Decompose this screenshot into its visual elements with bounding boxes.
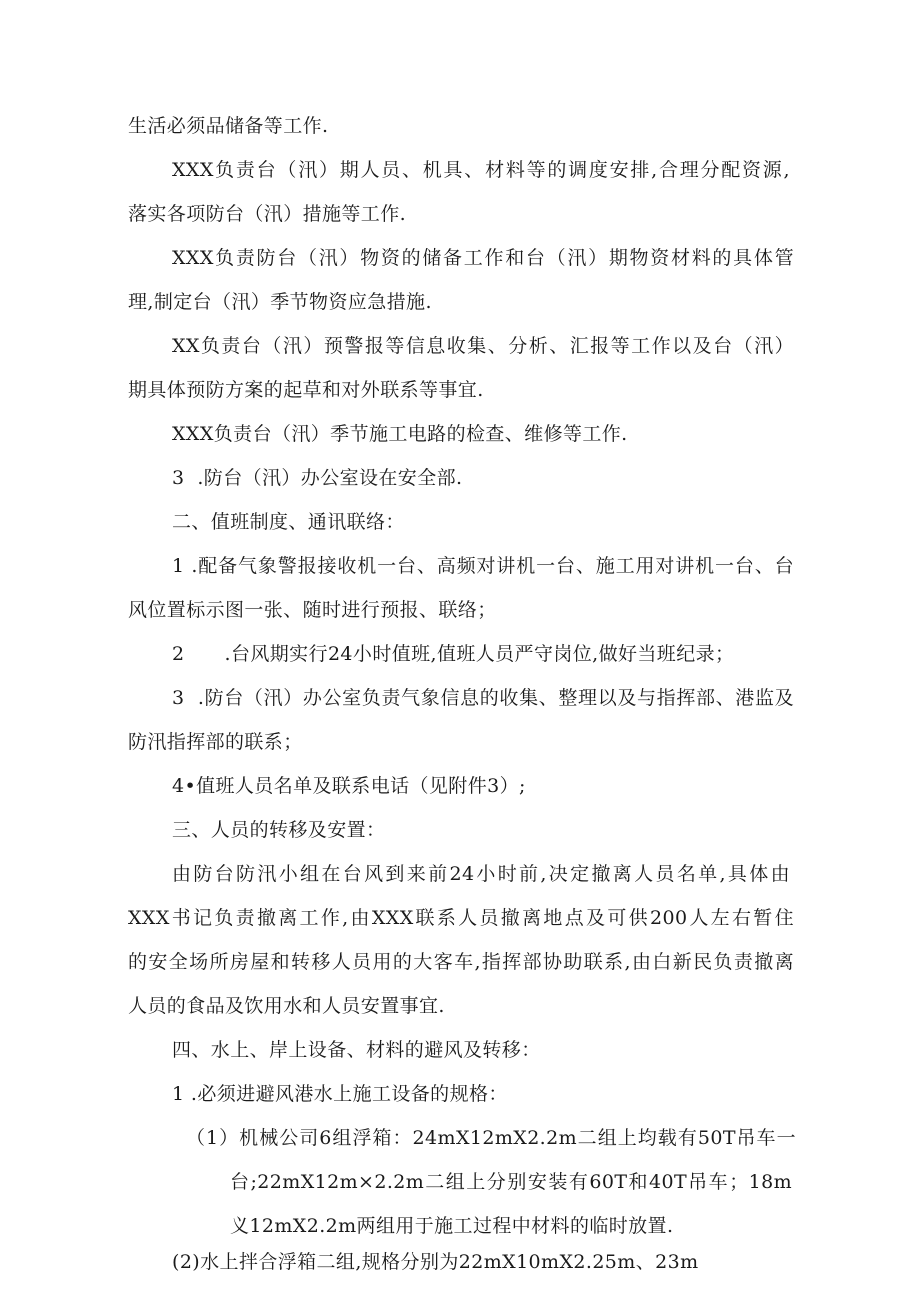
- section-heading: 二、值班制度、通讯联络：: [172, 511, 405, 533]
- section-heading: 三、人员的转移及安置：: [172, 819, 386, 841]
- text-line: 3 .防台（汛）办公室负责气象信息的收集、整理以及与指挥部、港监及: [172, 687, 794, 709]
- text-line: XX负责台（汛）预警报等信息收集、分析、汇报等工作以及台（汛）: [172, 335, 794, 357]
- text-line: XXX负责台（汛）期人员、机具、材料等的调度安排,合理分配资源,: [172, 159, 790, 181]
- section-heading: 四、水上、岸上设备、材料的避风及转移：: [172, 1039, 541, 1061]
- text-line: (2)水上拌合浮箱二组,规格分别为22mX10mX2.25m、23m: [172, 1251, 699, 1273]
- text-line: 台;22mX12m×2.2m二组上分别安装有60T和40T吊车；18m: [230, 1171, 792, 1193]
- text-line: 1 .配备气象警报接收机一台、高频对讲机一台、施工用对讲机一台、台: [172, 555, 794, 577]
- list-number: 2: [172, 643, 185, 665]
- text-line: 1 .必须进避风港水上施工设备的规格：: [172, 1083, 508, 1105]
- text-line: 3 .防台（汛）办公室设在安全部.: [172, 467, 463, 489]
- text-line: 人员的食品及饮用水和人员安置事宜.: [128, 995, 445, 1017]
- text-line: 的安全场所房屋和转移人员用的大客车,指挥部协助联系,由白新民负责撤离: [128, 951, 794, 973]
- text-line: 期具体预防方案的起草和对外联系等事宜.: [128, 379, 484, 401]
- text-line: 防汛指挥部的联系；: [128, 731, 303, 753]
- text-line: 风位置标示图一张、随时进行预报、联络；: [128, 599, 497, 621]
- text-line: 义12mX2.2m两组用于施工过程中材料的临时放置.: [230, 1215, 674, 1237]
- text-line: 理,制定台（汛）季节物资应急措施.: [128, 291, 432, 313]
- text-line: XXX书记负责撤离工作,由XXX联系人员撤离地点及可供200人左右暂住: [128, 907, 794, 929]
- text-line: 由防台防汛小组在台风到来前24小时前,决定撤离人员名单,具体由: [172, 863, 790, 885]
- text-line: （1）机械公司6组浮箱：24mX12mX2.2m二组上均载有50T吊车一: [186, 1127, 796, 1149]
- text-line: XXX负责防台（汛）物资的储备工作和台（汛）期物资材料的具体管: [172, 247, 794, 269]
- list-text: .台风期实行24小时值班,值班人员严守岗位,做好当班纪录；: [224, 643, 735, 665]
- text-line: 生活必须品储备等工作.: [128, 115, 329, 137]
- text-line: [172, 642, 734, 666]
- text-line: XXX负责台（汛）季节施工电路的检查、维修等工作.: [172, 423, 628, 445]
- text-line: 落实各项防台（汛）措施等工作.: [128, 203, 407, 225]
- text-line: 4•值班人员名单及联系电话（见附件3）;: [172, 775, 526, 797]
